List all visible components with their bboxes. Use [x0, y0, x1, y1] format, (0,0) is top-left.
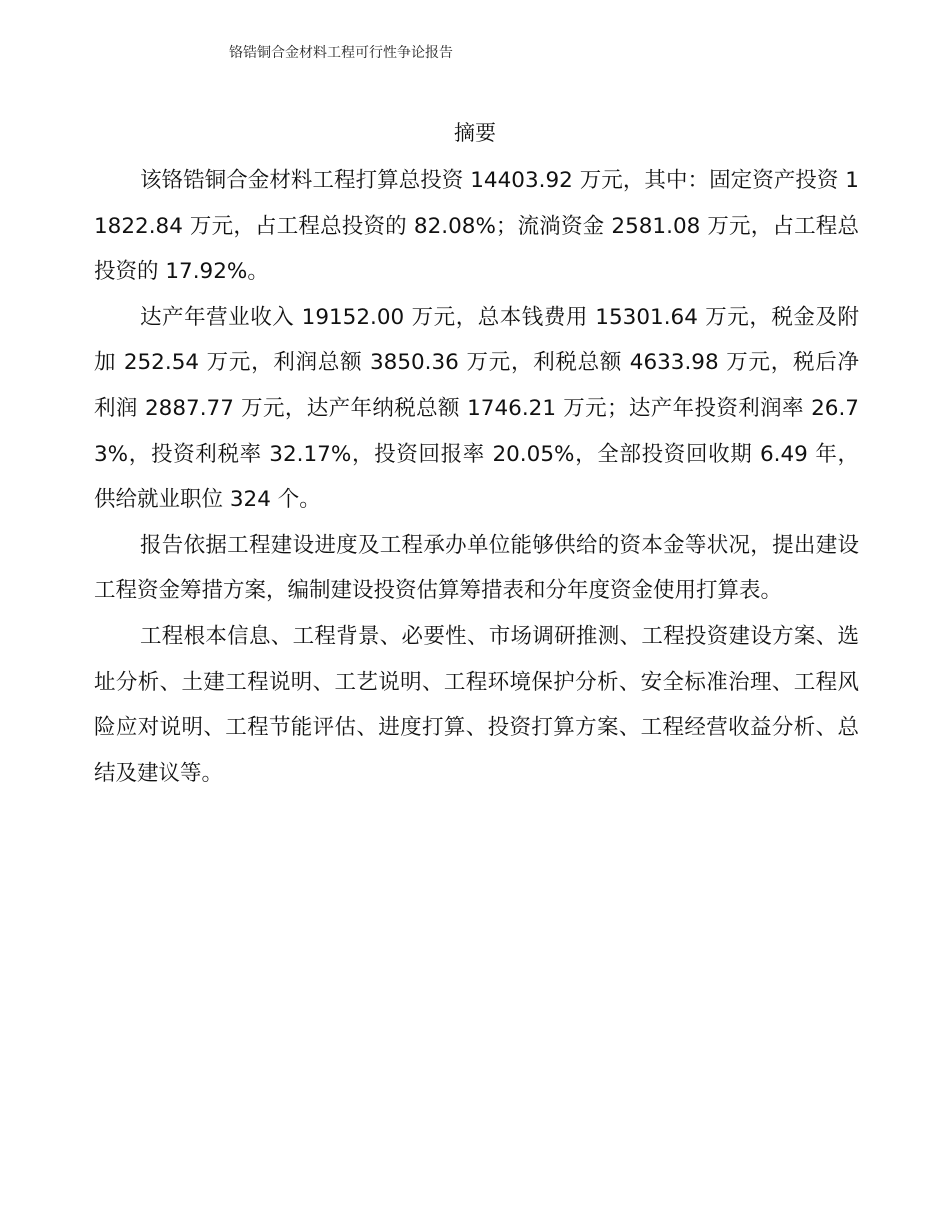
paragraph-revenue: 达产年营业收入 19152.00 万元，总本钱费用 15301.64 万元，税金及附加 252.54 万元，利润总额 3850.36 万元，利税总额 4633.98 万元，税后净利润 2887.77 万元，达产年纳税总额 1746.21 万元；达产年投资利润率 26.73%，投资利税率 32.17%，投资回报率 20.05%，全部投资回收期 6.49 年，供给就业职位 324 个。 — [94, 304, 859, 513]
abstract-body — [94, 158, 859, 796]
paragraph-financing: 报告依据工程建设进度及工程承办单位能够供给的资本金等状况，提出建设工程资金筹措方案，编制建设投资估算筹措表和分年度资金使用打算表。 — [94, 532, 859, 604]
paragraph-contents: 工程根本信息、工程背景、必要性、市场调研推测、工程投资建设方案、选址分析、土建工程说明、工艺说明、工程环境保护分析、安全标准治理、工程风险应对说明、工程节能评估、进度打算、投资打算方案、工程经营收益分析、总结及建议等。 — [94, 623, 859, 786]
abstract-title: 摘要 — [454, 121, 496, 145]
paragraph-investment: 该铬锆铜合金材料工程打算总投资 14403.92 万元，其中：固定资产投资 11822.84 万元，占工程总投资的 82.08%；流淌资金 2581.08 万元，占工程总投资的 17.92%。 — [94, 168, 859, 285]
running-header: 铬锆铜合金材料工程可行性争论报告 — [229, 45, 453, 61]
